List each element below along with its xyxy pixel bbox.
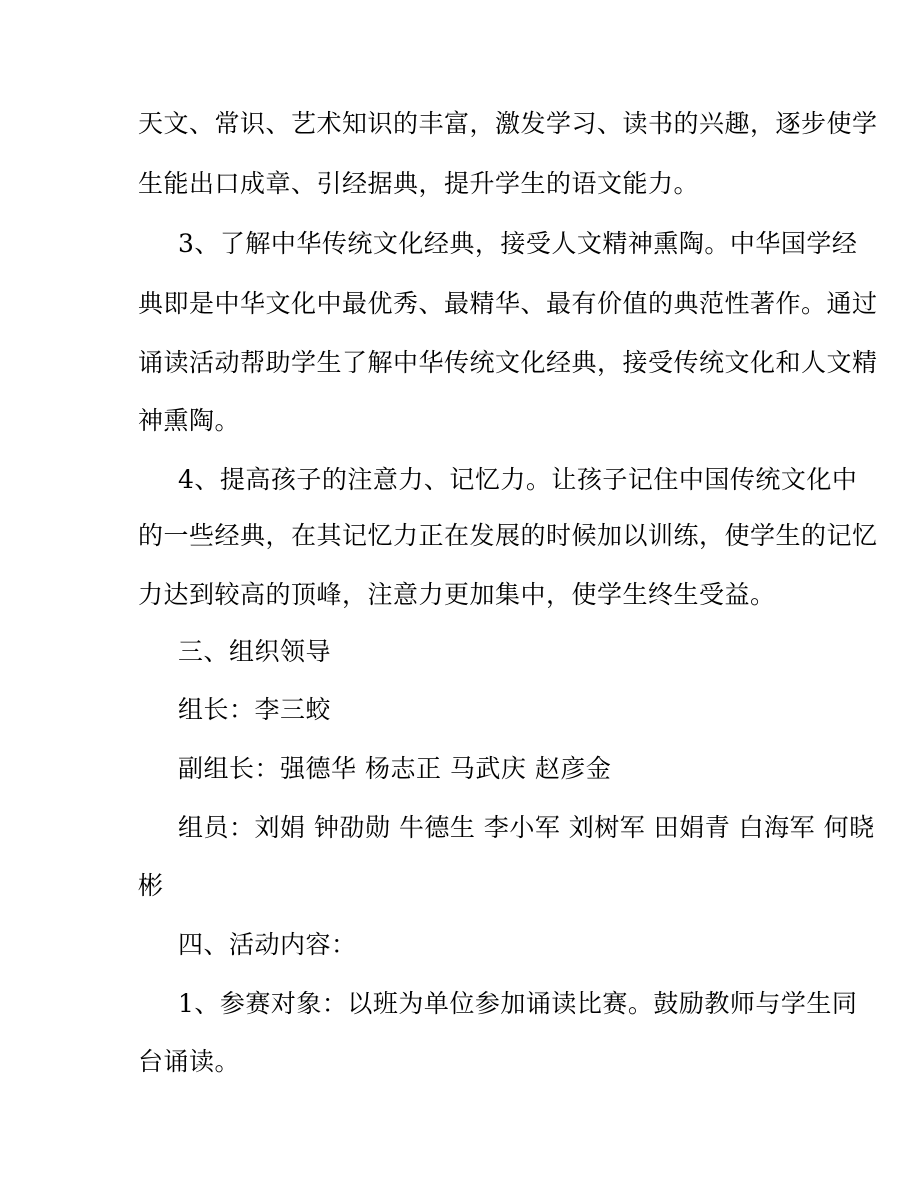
section-heading-organization: 三、组织领导 [178,637,332,666]
paragraph-4-start: 4、提高孩子的注意力、记忆力。让孩子记住中国传统文化中 [178,465,858,494]
deputy-leaders: 副组长：强德华 杨志正 马武庆 赵彦金 [178,754,612,783]
text-line: 天文、常识、艺术知识的丰富，激发学习、读书的兴趣，逐步使学 [138,109,878,138]
group-members: 组员：刘娟 钟劭勋 牛德生 李小军 刘树军 田娟青 白海军 何晓 [178,813,875,842]
text-line: 典即是中华文化中最优秀、最精华、最有价值的典范性著作。通过 [138,289,878,318]
text-line: 力达到较高的顶峰，注意力更加集中，使学生终生受益。 [138,580,776,609]
paragraph-3-start: 3、了解中华传统文化经典，接受人文精神熏陶。中华国学经 [178,229,858,258]
activity-item-1: 1、参赛对象：以班为单位参加诵读比赛。鼓励教师与学生同 [178,989,858,1018]
section-heading-activities: 四、活动内容： [178,930,357,959]
group-leader: 组长：李三蛟 [178,695,332,724]
text-line: 生能出口成章、引经据典，提升学生的语文能力。 [138,169,700,198]
text-line: 诵读活动帮助学生了解中华传统文化经典，接受传统文化和人文精 [138,348,878,377]
text-line: 的一些经典，在其记忆力正在发展的时候加以训练，使学生的记忆 [138,521,878,550]
text-line: 台诵读。 [138,1047,241,1076]
text-line: 彬 [138,871,164,900]
text-line: 神熏陶。 [138,406,241,435]
